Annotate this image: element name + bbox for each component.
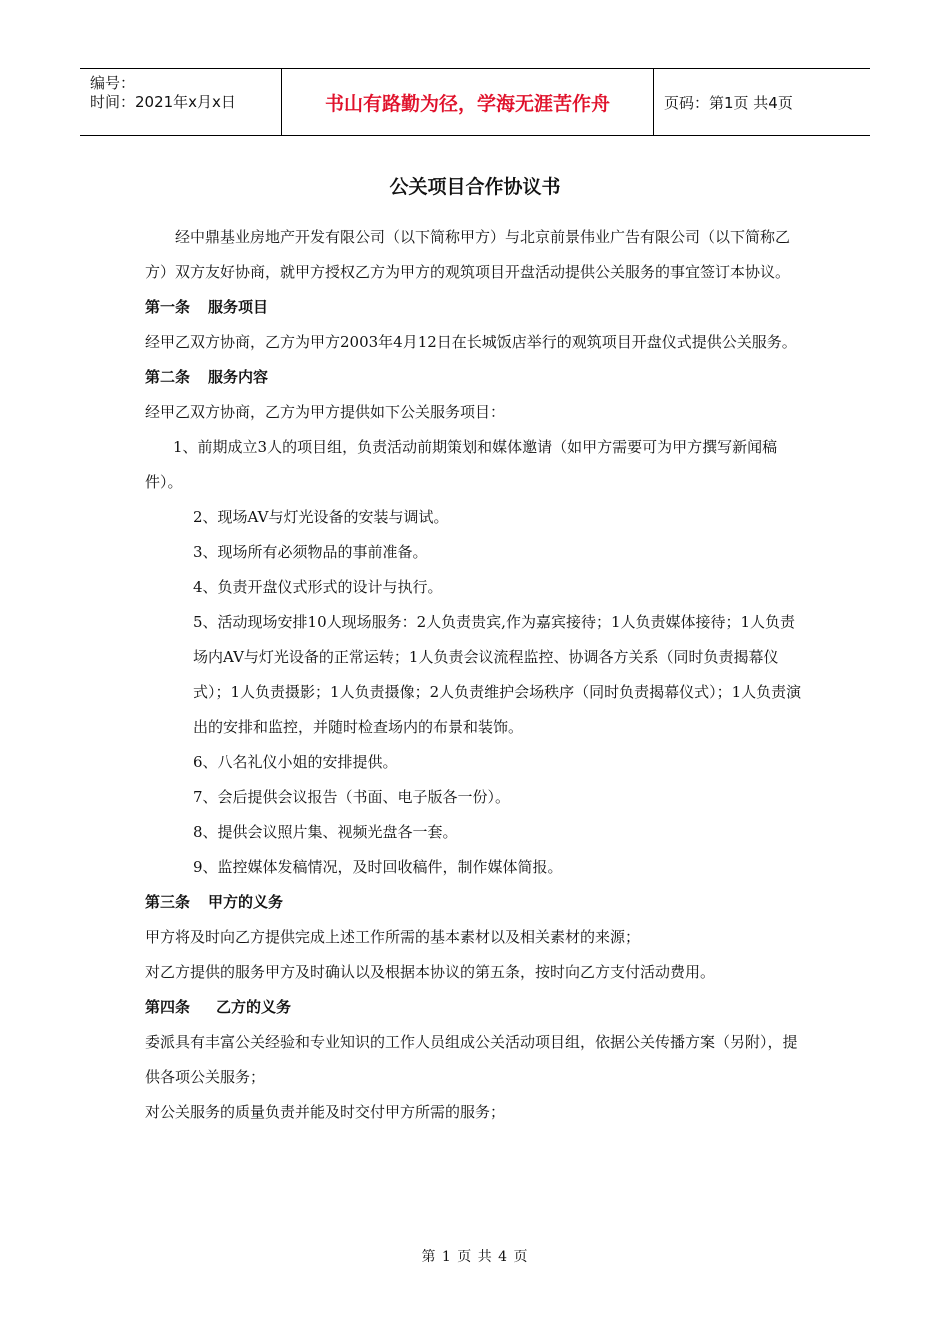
article-2-item-1: 1、前期成立3人的项目组，负责活动前期策划和媒体邀请（如甲方需要可为甲方撰写新闻稿件）。 <box>145 438 778 491</box>
article-2-name: 服务内容 <box>208 368 269 386</box>
article-1-heading <box>145 290 810 325</box>
article-4-name: 乙方的义务 <box>216 998 292 1016</box>
page-header <box>80 68 870 136</box>
article-1-number: 第一条 <box>145 298 191 316</box>
document-title: 公关项目合作协议书 <box>389 176 561 198</box>
intro-paragraph: 经中鼎基业房地产开发有限公司（以下简称甲方）与北京前景伟业广告有限公司（以下简称乙方）双方友好协商，就甲方授权乙方为甲方的观筑项目开盘活动提供公关服务的事宜签订本协议。 <box>145 228 791 281</box>
article-2-heading <box>145 360 810 395</box>
article-2-item-4: 4、负责开盘仪式形式的设计与执行。 <box>193 578 443 596</box>
article-2-item-9: 9、监控媒体发稿情况，及时回收稿件，制作媒体简报。 <box>193 858 563 876</box>
article-3-heading <box>145 885 810 920</box>
article-3-line-2: 对乙方提供的服务甲方及时确认以及根据本协议的第五条，按时向乙方支付活动费用。 <box>145 963 716 981</box>
article-2-item-2: 2、现场AV与灯光设备的安装与调试。 <box>193 508 449 526</box>
article-1-name: 服务项目 <box>208 298 269 316</box>
header-page-info: 页码：第1页 共4页 <box>664 94 793 112</box>
article-4-heading <box>145 990 810 1025</box>
article-2-text: 经甲乙双方协商，乙方为甲方提供如下公关服务项目： <box>145 403 506 421</box>
article-4-line-2: 对公关服务的质量负责并能及时交付甲方所需的服务； <box>145 1103 506 1121</box>
header-meta <box>80 69 282 136</box>
article-1-text: 经甲乙双方协商，乙方为甲方2003年4月12日在长城饭店举行的观筑项目开盘仪式提供公关服务。 <box>145 333 797 351</box>
article-4-number: 第四条 <box>145 998 191 1016</box>
article-2-number: 第二条 <box>145 368 191 386</box>
article-2-item-5: 5、活动现场安排10人现场服务：2人负责贵宾,作为嘉宾接待；1人负责媒体接待；1人负责场内AV与灯光设备的正常运转；1人负责会议流程监控、协调各方关系（同时负责揭幕仪式）；1人负责摄影；1人负责摄像；2人负责维护会场秩序（同时负责揭幕仪式）；1人负责演出的安排和监控，并随时检查场内的布景和装饰。 <box>193 613 802 736</box>
article-3-name: 甲方的义务 <box>208 893 284 911</box>
article-2-item-7: 7、会后提供会议报告（书面、电子版各一份）。 <box>193 788 511 806</box>
article-4-line-1: 委派具有丰富公关经验和专业知识的工作人员组成公关活动项目组，依据公关传播方案（另附），提供各项公关服务； <box>145 1033 798 1086</box>
doc-time-label: 时间：2021年x月x日 <box>90 93 236 111</box>
article-2-item-3: 3、现场所有必须物品的事前准备。 <box>193 543 428 561</box>
article-3-number: 第三条 <box>145 893 191 911</box>
page-footer: 第 1 页 共 4 页 <box>421 1249 529 1265</box>
document-body <box>145 220 810 1130</box>
article-2-item-8: 8、提供会议照片集、视频光盘各一套。 <box>193 823 458 841</box>
doc-number-label: 编号： <box>90 74 136 92</box>
article-2-item-6: 6、八名礼仪小姐的安排提供。 <box>193 753 398 771</box>
article-3-line-1: 甲方将及时向乙方提供完成上述工作所需的基本素材以及相关素材的来源； <box>145 928 641 946</box>
header-motto: 书山有路勤为径，学海无涯苦作舟 <box>282 69 654 136</box>
